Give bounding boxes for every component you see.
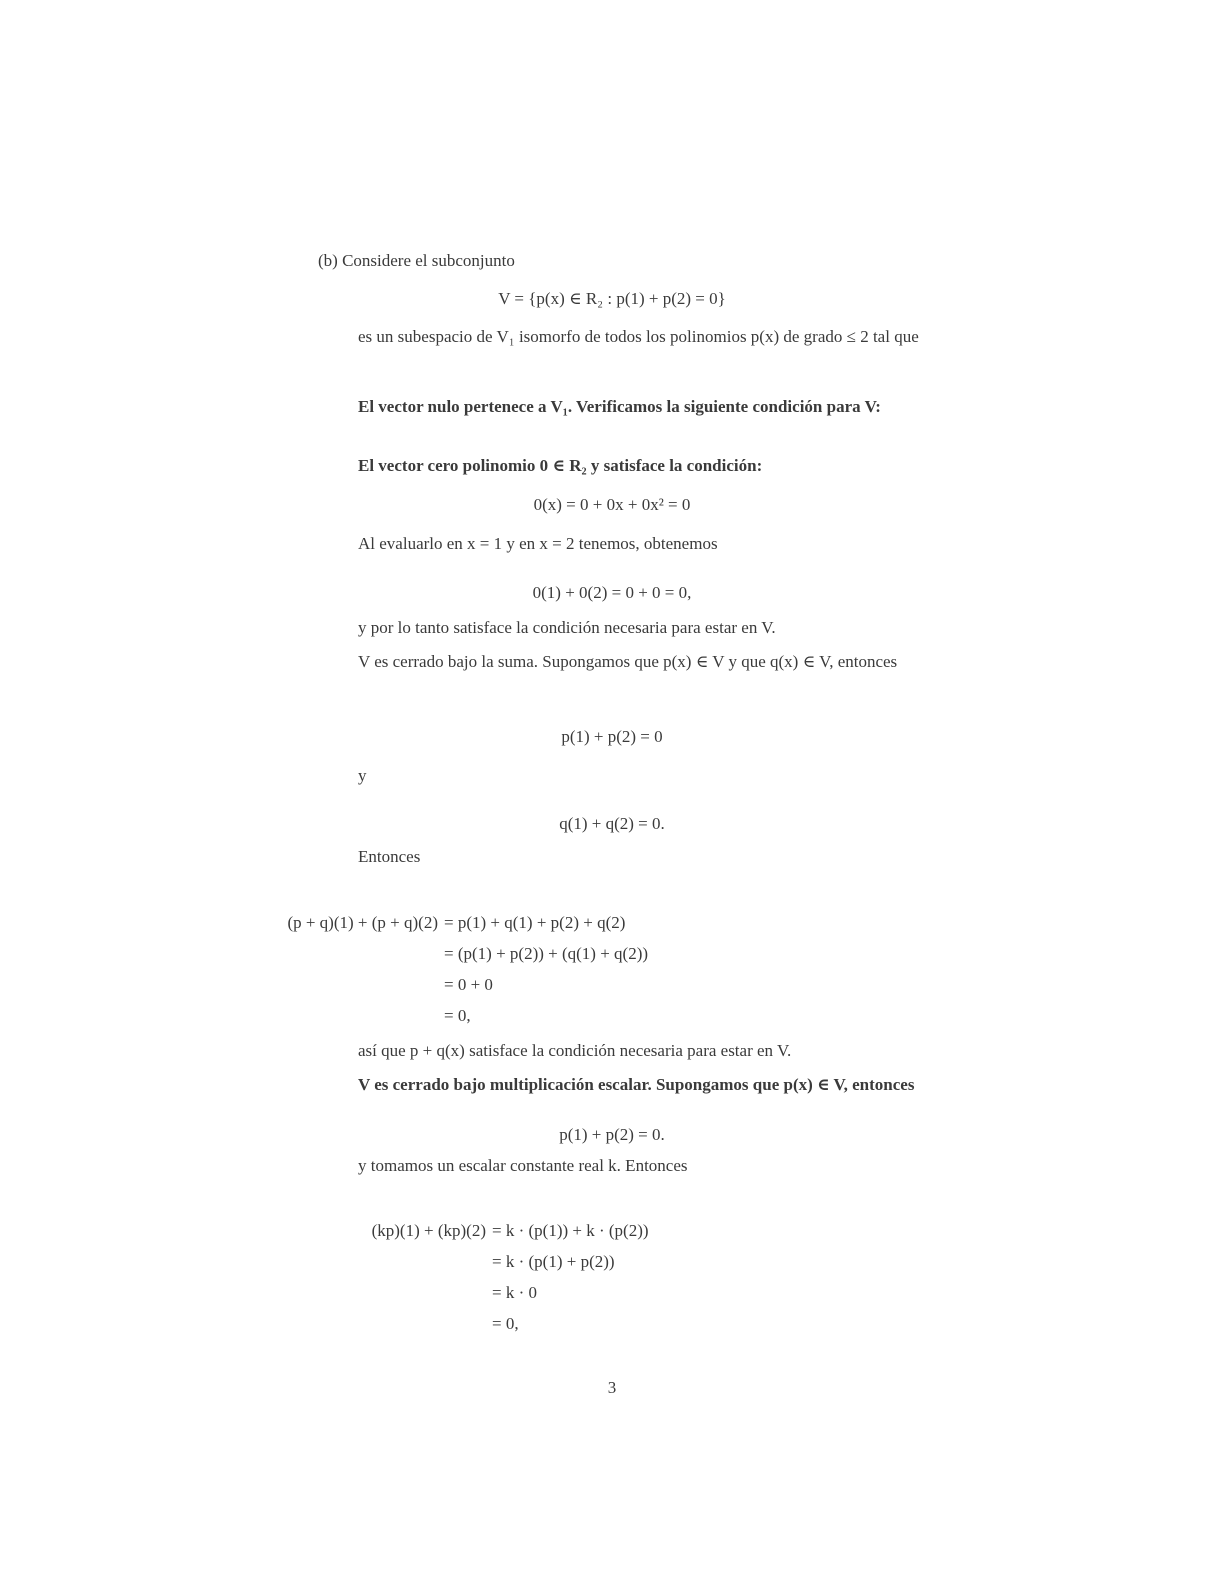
sum-conclusion: así que p + q(x) satisface la condición necesaria para estar en V. bbox=[358, 1041, 792, 1060]
scalar-closure-paragraph: V es cerrado bajo multiplicación escalar. Supongamos que p(x) ∈ V, entonces bbox=[358, 1075, 915, 1094]
derivation-row bbox=[276, 1277, 649, 1308]
evaluation-equation: 0(1) + 0(2) = 0 + 0 = 0, bbox=[532, 583, 692, 602]
derivation-lhs bbox=[276, 1246, 492, 1277]
sum-closure-paragraph: V es cerrado bajo la suma. Supongamos que p(x) ∈ V y que q(x) ∈ V, entonces bbox=[358, 652, 898, 671]
zero-polynomial-paragraph: El vector cero polinomio 0 ∈ R₂ y satisface la condición: bbox=[358, 456, 763, 475]
scalar-derivation bbox=[276, 1215, 649, 1339]
derivation-row bbox=[276, 1246, 649, 1277]
derivation-lhs: (kp)(1) + (kp)(2) bbox=[371, 1221, 486, 1240]
derivation-row bbox=[228, 938, 648, 969]
zero-vector-paragraph: El vector nulo pertenece a V₁. Verificamos la siguiente condición para V: bbox=[358, 397, 881, 416]
derivation-lhs bbox=[276, 1277, 492, 1308]
p-condition-equation: p(1) + p(2) = 0 bbox=[561, 727, 663, 746]
then-word: Entonces bbox=[358, 847, 421, 866]
set-definition-equation: V = {p(x) ∈ R₂ : p(1) + p(2) = 0} bbox=[498, 289, 726, 308]
derivation-rhs: = (p(1) + p(2)) + (q(1) + q(2)) bbox=[444, 944, 649, 963]
derivation-lhs bbox=[228, 969, 444, 1000]
derivation-row bbox=[276, 1215, 649, 1246]
derivation-rhs: = k · (p(1)) + k · (p(2)) bbox=[492, 1221, 649, 1240]
derivation-row bbox=[228, 969, 648, 1000]
p-condition-equation-2: p(1) + p(2) = 0. bbox=[559, 1125, 665, 1144]
derivation-lhs: (p + q)(1) + (p + q)(2) bbox=[287, 913, 438, 932]
derivation-row bbox=[276, 1308, 649, 1339]
derivation-lhs bbox=[228, 938, 444, 969]
and-word: y bbox=[358, 766, 367, 785]
intro-paragraph: es un subespacio de V₁ isomorfo de todos los polinomios p(x) de grado ≤ 2 tal que bbox=[358, 327, 919, 346]
derivation-rhs: = k · (p(1) + p(2)) bbox=[492, 1252, 615, 1271]
derivation-row bbox=[228, 1000, 648, 1031]
derivation-rhs: = k · 0 bbox=[492, 1283, 537, 1302]
scalar-intro-text: y tomamos un escalar constante real k. Entonces bbox=[358, 1156, 688, 1175]
zero-polynomial-equation: 0(x) = 0 + 0x + 0x² = 0 bbox=[533, 495, 691, 514]
page-number: 3 bbox=[607, 1378, 617, 1397]
evaluation-text: Al evaluarlo en x = 1 y en x = 2 tenemos, obtenemos bbox=[358, 534, 718, 553]
zero-conclusion: y por lo tanto satisface la condición necesaria para estar en V. bbox=[358, 618, 776, 637]
derivation-rhs: = 0, bbox=[492, 1314, 519, 1333]
derivation-lhs bbox=[228, 1000, 444, 1031]
q-condition-equation: q(1) + q(2) = 0. bbox=[559, 814, 665, 833]
derivation-rhs: = 0 + 0 bbox=[444, 975, 493, 994]
derivation-lhs bbox=[276, 1308, 492, 1339]
part-heading: (b) Considere el subconjunto bbox=[318, 251, 515, 270]
derivation-row bbox=[228, 907, 648, 938]
derivation-rhs: = 0, bbox=[444, 1006, 471, 1025]
sum-derivation bbox=[228, 907, 648, 1031]
derivation-rhs: = p(1) + q(1) + p(2) + q(2) bbox=[444, 913, 626, 932]
